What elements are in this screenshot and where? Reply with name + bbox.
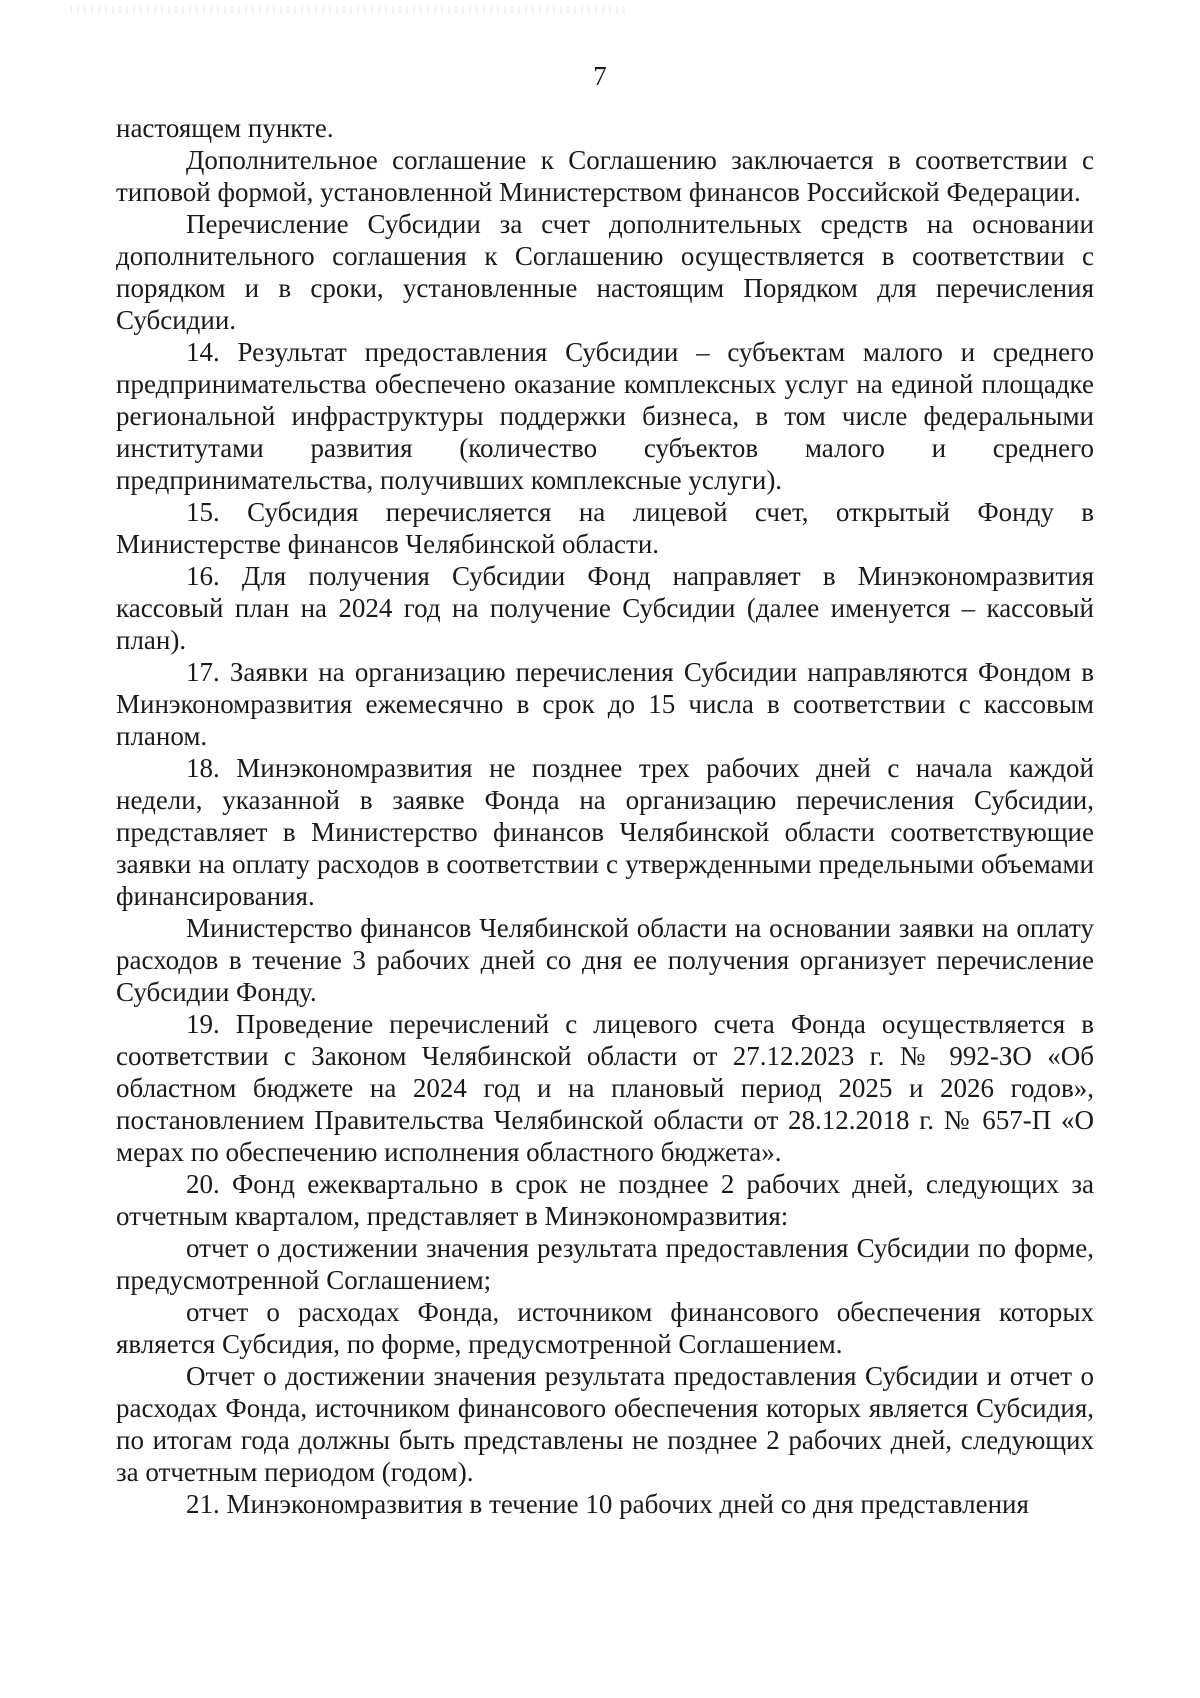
paragraph: 16. Для получения Субсидии Фонд направляет в Минэкономразвития кассовый план на 2024 год на получение Субсидии (далее именуется – кассовый план). [116, 561, 1094, 655]
scan-artifact [70, 6, 630, 14]
paragraph: Министерство финансов Челябинской области на основании заявки на оплату расходов в течение 3 рабочих дней со дня ее получения организует перечисление Субсидии Фонду. [116, 913, 1094, 1007]
paragraph: 17. Заявки на организацию перечисления Субсидии направляются Фондом в Минэкономразвития ежемесячно в срок до 15 числа в соответствии с кассовым планом. [116, 657, 1094, 751]
paragraph: настоящем пункте. [116, 113, 334, 143]
paragraph: 21. Минэкономразвития в течение 10 рабочих дней со дня представления [186, 1489, 1029, 1519]
paragraph: отчет о расходах Фонда, источником финансового обеспечения которых является Субсидия, по форме, предусмотренной Соглашением. [116, 1297, 1094, 1359]
paragraph: Перечисление Субсидии за счет дополнительных средств на основании дополнительного соглашения к Соглашению осуществляется в соответствии с порядком и в сроки, установленные настоящим Порядком для перечисления Субсидии. [116, 209, 1094, 335]
paragraph: 20. Фонд ежеквартально в срок не позднее 2 рабочих дней, следующих за отчетным кварталом, представляет в Минэкономразвития: [116, 1169, 1094, 1231]
paragraph: Отчет о достижении значения результата предоставления Субсидии и отчет о расходах Фонда, источником финансового обеспечения которых является Субсидия, по итогам года должны быть представлены не позднее 2 рабочих дней, следующих за отчетным периодом (годом). [116, 1361, 1094, 1487]
document-body [116, 112, 1094, 1520]
paragraph: 19. Проведение перечислений с лицевого счета Фонда осуществляется в соответствии с Законом Челябинской области от 27.12.2023 г. № 992-ЗО «Об областном бюджете на 2024 год и на плановый период 2025 и 2026 годов», постановлением Правительства Челябинской области от 28.12.2018 г. № 657-П «О мерах по обеспечению исполнения областного бюджета». [116, 1009, 1094, 1167]
paragraph: 18. Минэкономразвития не позднее трех рабочих дней с начала каждой недели, указанной в заявке Фонда на организацию перечисления Субсидии, представляет в Министерство финансов Челябинской области соответствующие заявки на оплату расходов в соответствии с утвержденными предельными объемами финансирования. [116, 753, 1094, 911]
paragraph: 15. Субсидия перечисляется на лицевой счет, открытый Фонду в Министерстве финансов Челябинской области. [116, 497, 1094, 559]
paragraph: Дополнительное соглашение к Соглашению заключается в соответствии с типовой формой, установленной Министерством финансов Российской Федерации. [116, 145, 1094, 207]
paragraph: 14. Результат предоставления Субсидии – субъектам малого и среднего предпринимательства обеспечено оказание комплексных услуг на единой площадке региональной инфраструктуры поддержки бизнеса, в том числе федеральными институтами развития (количество субъектов малого и среднего предпринимательства, получивших комплексные услуги). [116, 337, 1094, 495]
paragraph: отчет о достижении значения результата предоставления Субсидии по форме, предусмотренной Соглашением; [116, 1233, 1094, 1295]
page-number: 7 [593, 61, 607, 91]
